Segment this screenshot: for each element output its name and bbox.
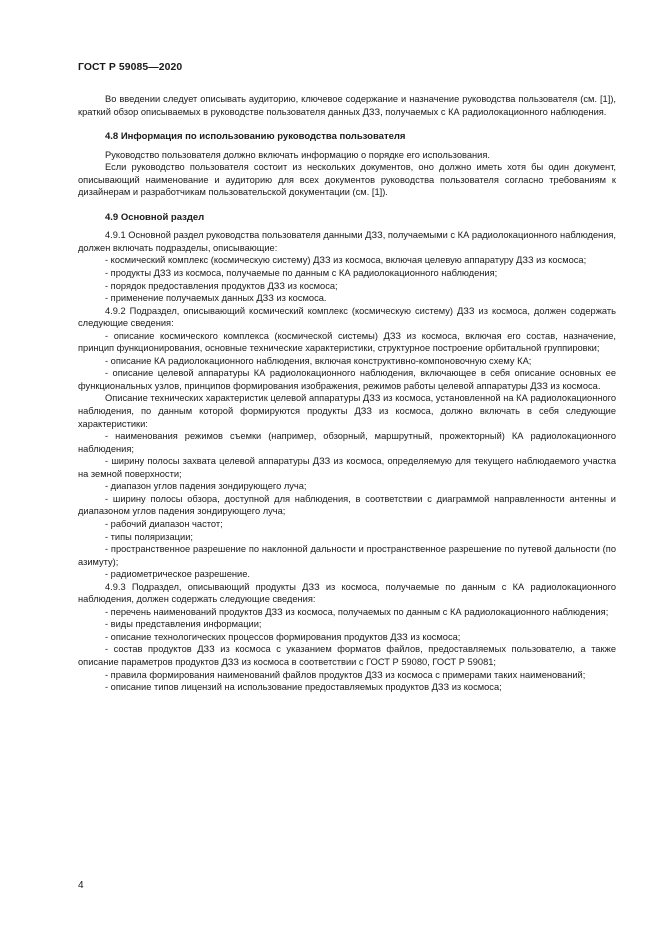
list-item: - рабочий диапазон частот; [105, 518, 223, 529]
list-item: - применение получаемых данных ДЗЗ из космоса. [105, 293, 327, 304]
document-header: ГОСТ Р 59085—2020 [78, 62, 183, 73]
list-item: - описание технологических процессов формирования продуктов ДЗЗ из космоса; [105, 631, 461, 642]
page-number: 4 [78, 880, 84, 891]
clause-4-9-2: 4.9.2 Подраздел, описывающий космический комплекс (космическую систему) ДЗЗ из космоса, должен содержать следующие сведения: [78, 305, 616, 329]
clause-4-9-1: 4.9.1 Основной раздел руководства пользователя данными ДЗЗ, получаемыми с КА радиолокационного наблюдения, должен включать подразделы, описывающие: [78, 230, 616, 253]
list-item: - ширину полосы захвата целевой аппаратуры ДЗЗ из космоса, определяемую для текущего наблюдаемого участка на земной поверхности; [78, 456, 616, 479]
list-item: - перечень наименований продуктов ДЗЗ из космоса, получаемых по данным с КА радиолокационного наблюдения; [105, 606, 609, 617]
list-item: - описание КА радиолокационного наблюдения, включая конструктивно-компоновочную схему КА; [105, 355, 532, 366]
section-4-8-paragraph: Если руководство пользователя состоит из нескольких документов, оно должно иметь хотя бы один документ, описывающий наименование и аудиторию для всех документов руководства пользователя согласно требованиям к дизайнерам и разработчикам пользовательской документации (см. [1]). [78, 162, 616, 198]
list-item: - диапазон углов падения зондирующего луча; [105, 481, 307, 492]
list-item: - наименования режимов съемки (например, обзорный, маршрутный, прожекторный) КА радиолокационного наблюдения; [78, 431, 616, 454]
list-item: - продукты ДЗЗ из космоса, получаемые по данным с КА радиолокационного наблюдения; [105, 268, 498, 279]
list-item: - космический комплекс (космическую систему) ДЗЗ из космоса, включая целевую аппаратуру ДЗЗ из космоса; [105, 255, 587, 266]
tech-characteristics-paragraph: Описание технических характеристик целевой аппаратуры ДЗЗ из космоса, установленной на КА радиолокационного наблюдения, по данным которой формируются продукты ДЗЗ из космоса, должно включать в себя следующие характеристики: [78, 393, 616, 429]
list-item: - правила формирования наименований файлов продуктов ДЗЗ из космоса с примерами таких наименований; [105, 669, 586, 680]
list-item: - описание типов лицензий на использование предоставляемых продуктов ДЗЗ из космоса; [105, 682, 502, 693]
list-item: - пространственное разрешение по наклонной дальности и пространственное разрешение по путевой дальности (по азимуту); [78, 544, 616, 567]
list-item: - типы поляризации; [105, 531, 193, 542]
list-item: - ширину полосы обзора, доступной для наблюдения, в соответствии с диаграммой направленности антенны и диапазоном углов падения зондирующего луча; [78, 493, 616, 517]
clause-4-9-3: 4.9.3 Подраздел, описывающий продукты ДЗЗ из космоса, получаемые по данным с КА радиолокационного наблюдения, должен содержать следующие сведения: [78, 581, 616, 605]
section-4-9-heading: 4.9 Основной раздел [105, 211, 205, 223]
list-item: - виды представления информации; [105, 619, 262, 630]
intro-paragraph: Во введении следует описывать аудиторию, ключевое содержание и назначение руководства пользователя (см. [1]), краткий обзор описываемых в руководстве пользователя данных ДЗЗ, получаемых с КА радиолокационного наблюдения. [78, 94, 616, 117]
section-4-8-heading: 4.8 Информация по использованию руководства пользователя [105, 131, 406, 143]
list-item: - радиометрическое разрешение. [105, 569, 250, 580]
list-item: - порядок предоставления продуктов ДЗЗ из космоса; [105, 280, 338, 291]
section-4-8-paragraph: Руководство пользователя должно включать информацию о порядке его использования. [105, 149, 490, 160]
document-body [78, 93, 616, 694]
list-item: - описание целевой аппаратуры КА радиолокационного наблюдения, включающее в себя описание основных ее функциональных узлов, принципов формирования изображения, режимов работы целевой аппаратуры ДЗЗ из космоса. [78, 368, 616, 391]
list-item: - состав продуктов ДЗЗ из космоса с указанием форматов файлов, предоставляемых пользователю, а также описание параметров продуктов ДЗЗ из космоса в соответствии с ГОСТ Р 59080, ГОСТ Р 59081; [78, 644, 616, 667]
list-item: - описание космического комплекса (космической системы) ДЗЗ из космоса, включая его состав, назначение, принцип функционирования, основные технические характеристики, структурное построение орбитальной группировки; [78, 330, 616, 354]
